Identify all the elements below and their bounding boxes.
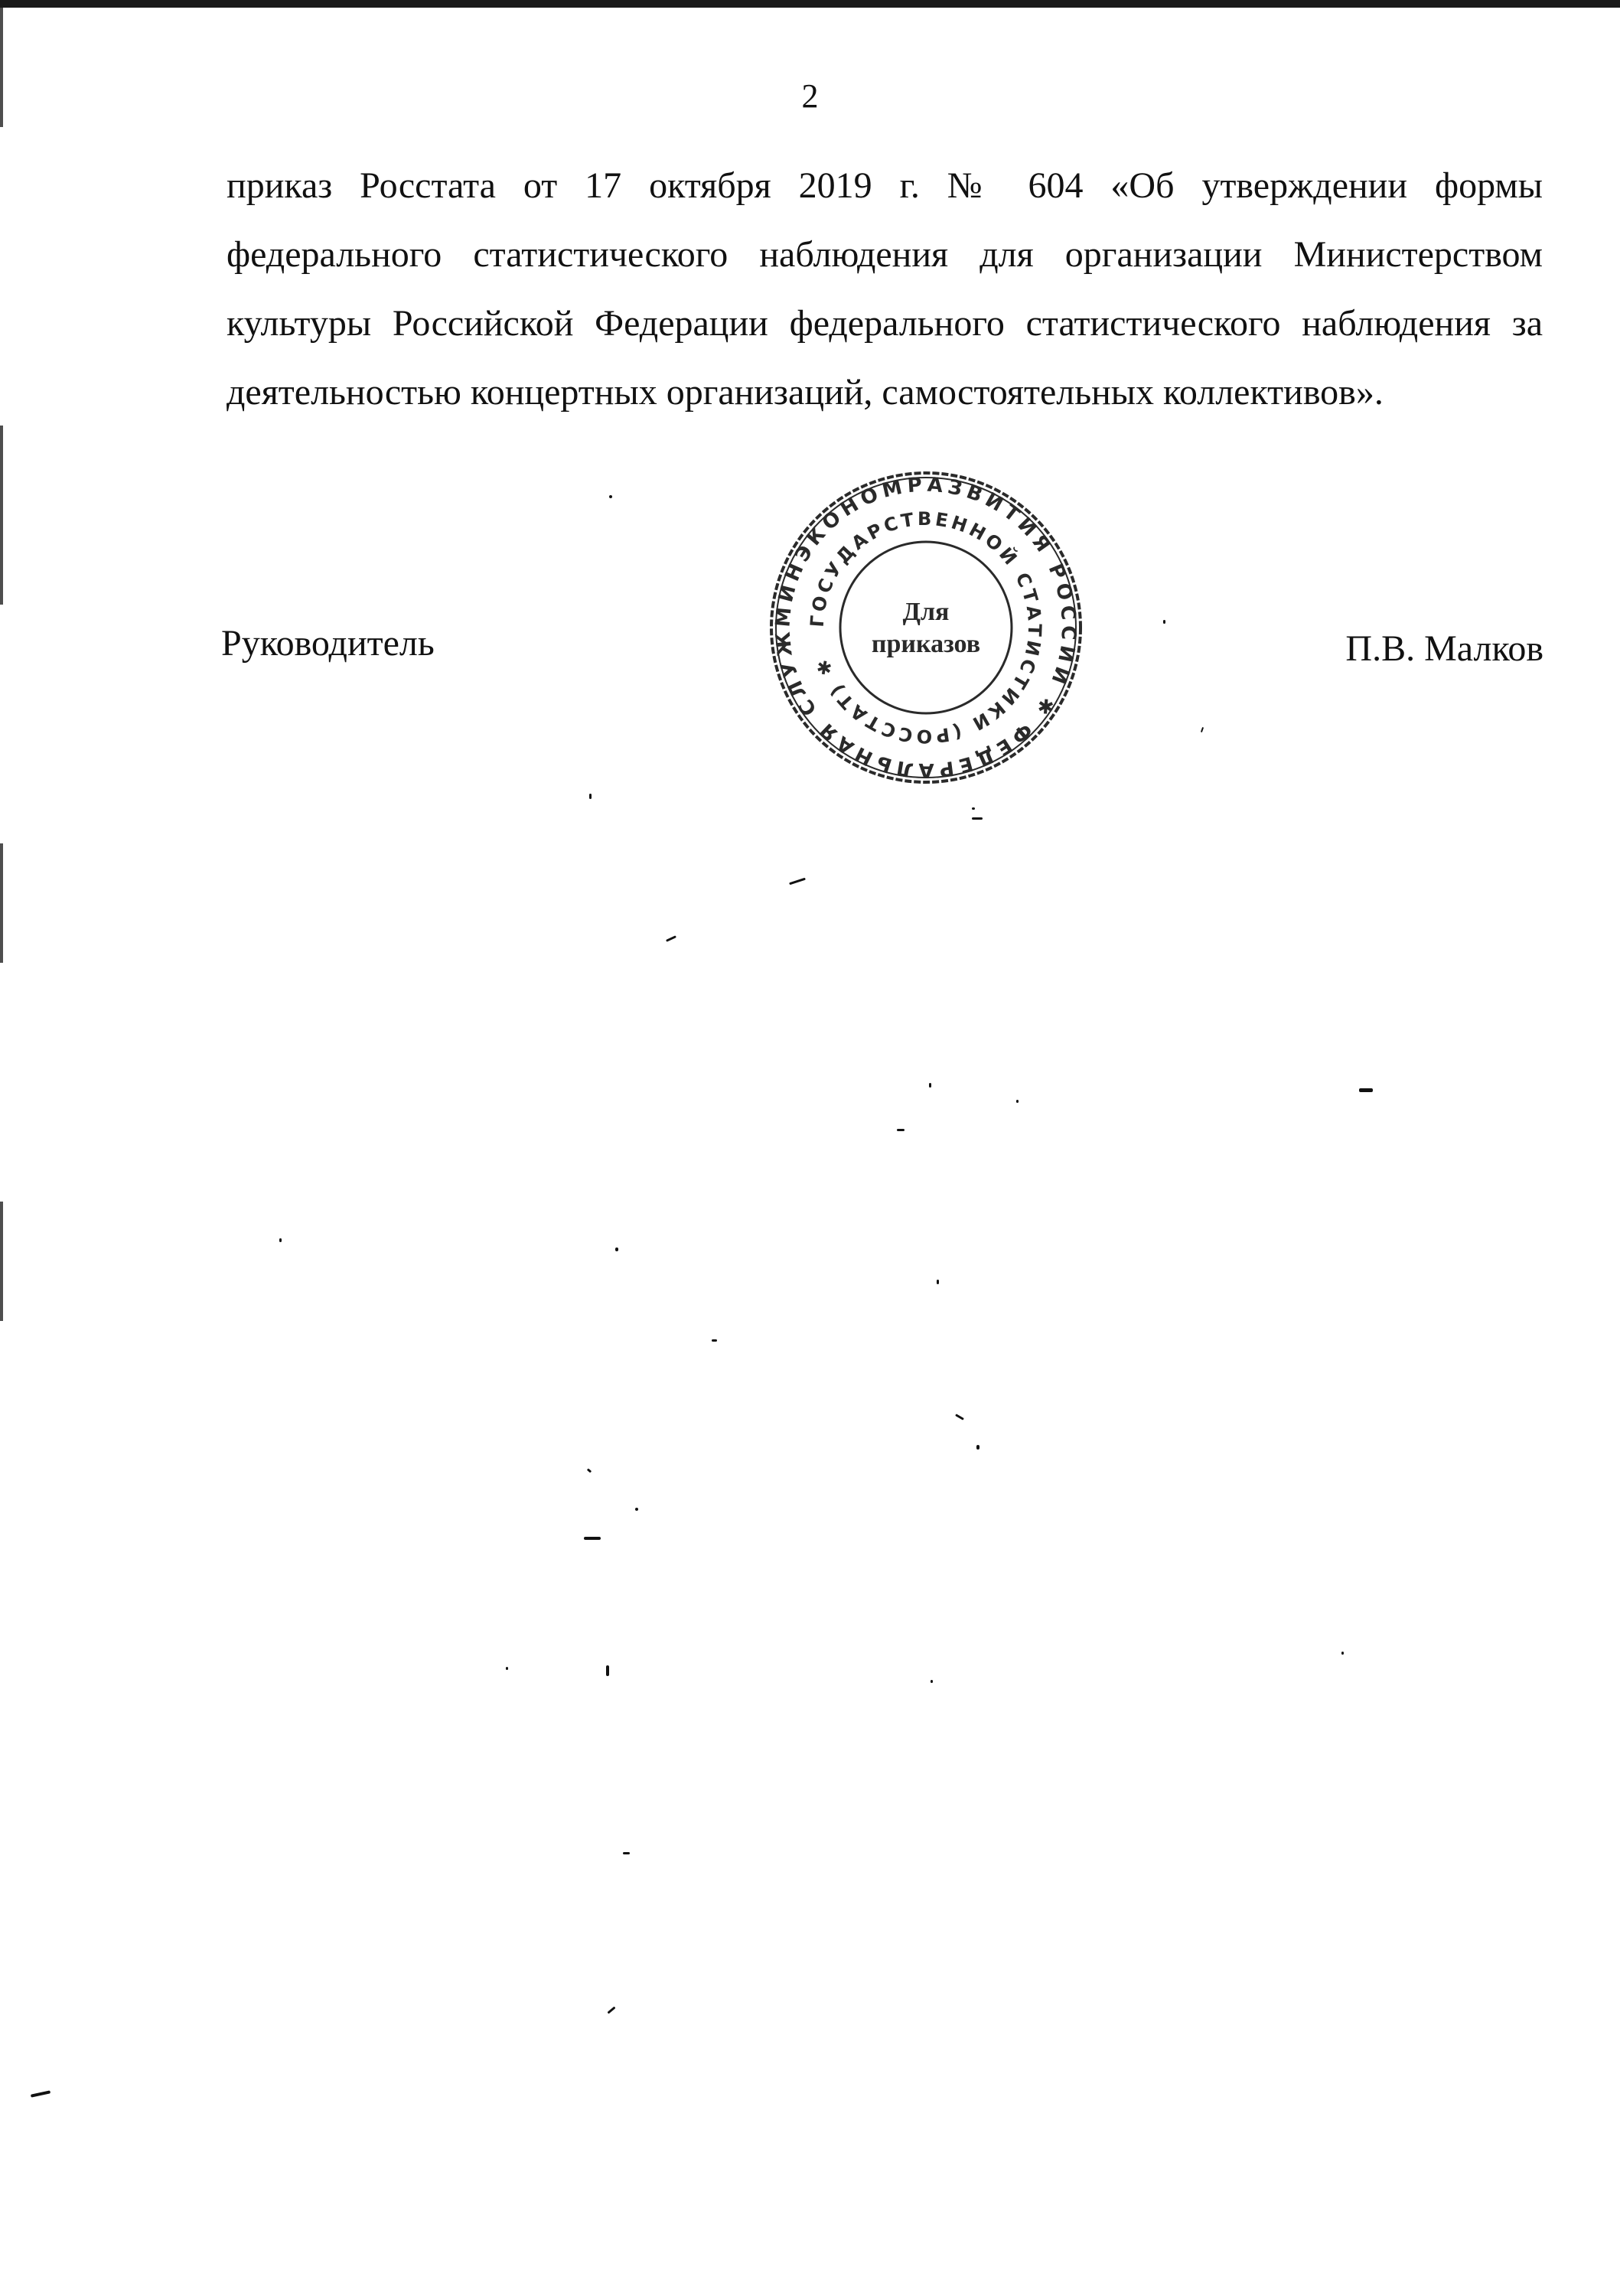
signature-name: П.В. Малков [1345,628,1543,669]
scan-speck [615,1247,618,1251]
body-paragraph: приказ Росстата от 17 октября 2019 г. № 604 «Об утверждении формы федерального статистического наблюдения для организации Министерством культуры Российской Федерации федерального статистического наблюдения за деятельностью концертных организаций, самостоятельных коллективов». [227,165,1543,413]
svg-text:ГОСУДАРСТВЕННОЙ СТАТИСТИКИ (РО [807,508,1046,747]
scan-speck [623,1852,630,1854]
scan-speck [1359,1088,1373,1092]
scan-speck [1163,620,1165,624]
scan-speck [666,935,676,942]
scan-speck [897,1129,905,1131]
scan-speck [635,1508,638,1511]
scan-speck [609,495,612,498]
scan-speck [789,878,806,885]
scan-speck [1016,1100,1019,1103]
stamp-inner-ring-text: ГОСУДАРСТВЕННОЙ СТАТИСТИКИ (РОССТАТ) ✱ [806,507,1046,748]
stamp-center-line-2: приказов [871,630,981,658]
scan-left-edge [0,8,3,1998]
scan-speck [937,1280,939,1284]
page-number: 2 [801,77,819,115]
scan-speck [972,817,983,820]
signature-title: Руководитель [221,623,435,664]
scan-speck [1341,1652,1344,1655]
stamp-center-line-1: Для [902,598,950,626]
scan-speck [506,1667,508,1670]
scan-speck [606,1665,609,1676]
scan-speck [584,1537,601,1540]
scan-speck [31,2090,51,2097]
scan-speck [589,794,592,799]
scan-speck [712,1339,717,1342]
scan-top-border [0,0,1620,8]
scan-speck [929,1083,931,1088]
scan-speck [279,1238,282,1242]
scan-speck [607,2006,615,2014]
scan-speck [931,1680,933,1683]
official-stamp [765,467,1087,788]
scan-speck [976,1445,979,1450]
stamp-outer-ring-text: МИНЭКОНОМРАЗВИТИЯ РОССИИ ✱ ФЕДЕРАЛЬНАЯ СЛУЖ [771,473,1081,782]
scan-speck [1201,727,1204,732]
scan-speck [955,1414,964,1420]
scan-speck [972,807,975,810]
scan-speck [587,1468,592,1473]
